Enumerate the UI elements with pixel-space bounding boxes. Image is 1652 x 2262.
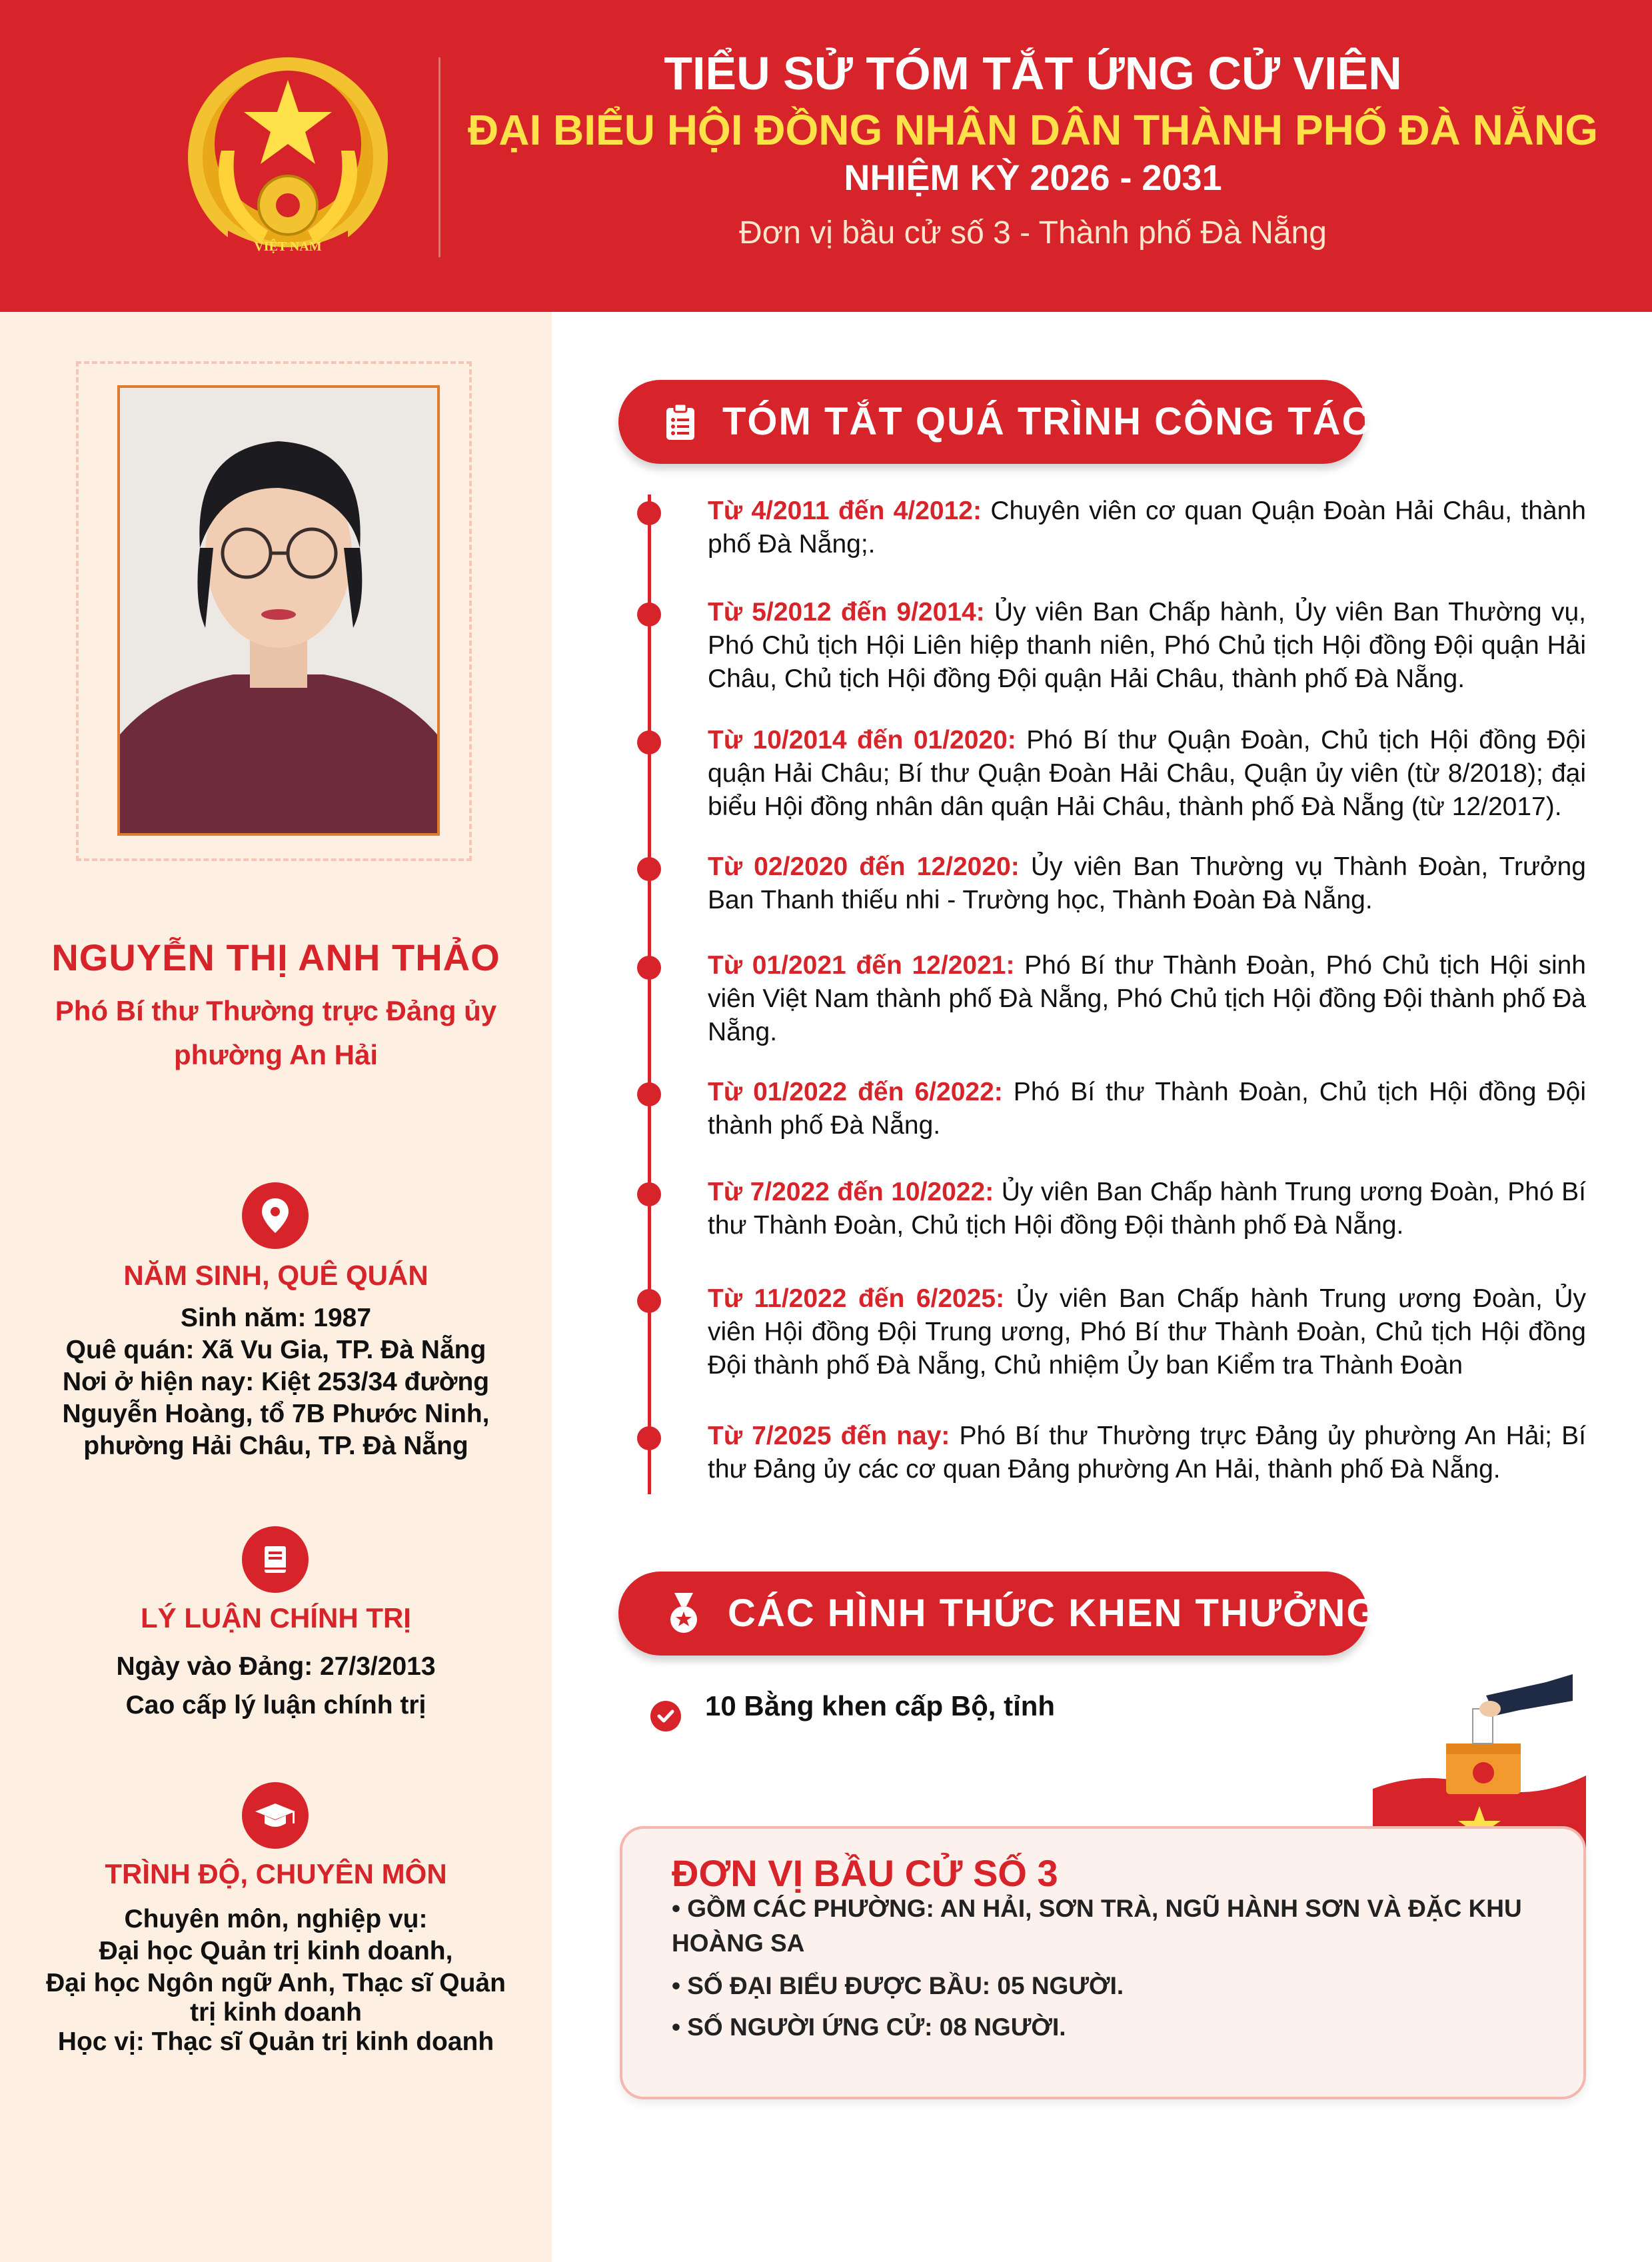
awards-section-title: CÁC HÌNH THỨC KHEN THƯỞNG [728, 1592, 1378, 1635]
timeline-dot [637, 1426, 661, 1450]
timeline-line [648, 495, 651, 1494]
timeline-period: Từ 11/2022 đến 6/2025: [708, 1284, 1005, 1313]
timeline-period: Từ 7/2022 đến 10/2022: [708, 1178, 994, 1206]
timeline-entry [708, 1420, 1586, 1486]
header-subtitle: Đơn vị bầu cử số 3 - Thành phố Đà Nẵng [739, 215, 1327, 251]
title-line-3: NHIỆM KỲ 2026 - 2031 [844, 158, 1222, 198]
timeline-entry [708, 949, 1586, 1049]
timeline-description: Phó Bí thư Thành Đoàn, Chủ tịch Hội đồng Đội thành phố Đà Nẵng. [708, 1078, 1586, 1140]
detail-line: Đại học Quản trị kinh doanh, [99, 1937, 453, 1965]
timeline-description: Phó Bí thư Quận Đoàn, Chủ tịch Hội đồng Đội quận Hải Châu; Bí thư Quận Đoàn Hải Châu, Quận ủy viên (từ 8/2018); đại biểu Hội đồng nhân dân quận Hải Châu, thành phố Đà Nẵng (từ 12/2017). [708, 726, 1586, 821]
timeline-dot [637, 730, 661, 754]
district-info-line: • SỐ ĐẠI BIỂU ĐƯỢC BẦU: 05 NGƯỜI. [672, 1972, 1124, 1999]
timeline-entry [708, 596, 1586, 696]
detail-line: phường Hải Châu, TP. Đà Nẵng [83, 1432, 468, 1460]
detail-line: Quê quán: Xã Vu Gia, TP. Đà Nẵng [65, 1336, 486, 1364]
candidate-position-line: phường An Hải [173, 1039, 379, 1070]
timeline-period: Từ 02/2020 đến 12/2020: [708, 852, 1020, 881]
check-icon [650, 1701, 681, 1731]
book-icon [242, 1526, 309, 1593]
district-info-line: • SỐ NGƯỜI ỨNG CỬ: 08 NGƯỜI. [672, 2013, 1066, 2041]
timeline-description: Chuyên viên cơ quan Quận Đoàn Hải Châu, thành phố Đà Nẵng;. [708, 497, 1586, 559]
detail-line: Cao cấp lý luận chính trị [125, 1691, 426, 1719]
political-theory-details [20, 1648, 532, 1725]
awards-section-header [618, 1572, 1378, 1656]
header-banner [0, 0, 1652, 312]
career-section-title: TÓM TẮT QUÁ TRÌNH CÔNG TÁC [722, 400, 1371, 443]
clipboard-icon [664, 403, 697, 441]
timeline-entry [708, 850, 1586, 917]
detail-line: Nguyễn Hoàng, tổ 7B Phước Ninh, [62, 1400, 490, 1428]
timeline-entry [708, 1282, 1586, 1382]
svg-text:VIỆT NAM: VIỆT NAM [254, 239, 322, 254]
graduation-cap-icon [242, 1782, 309, 1849]
timeline-dot [637, 1082, 661, 1106]
detail-line: Ngày vào Đảng: 27/3/2013 [116, 1652, 436, 1681]
award-item: 10 Bằng khen cấp Bộ, tỉnh [705, 1690, 1056, 1721]
birth-origin-heading: NĂM SINH, QUÊ QUÁN [123, 1260, 428, 1291]
timeline-period: Từ 5/2012 đến 9/2014: [708, 598, 985, 626]
timeline-dot [637, 1289, 661, 1313]
timeline-dot [637, 1182, 661, 1206]
detail-line: Đại học Ngôn ngữ Anh, Thạc sĩ Quản [46, 1969, 506, 1997]
timeline-period: Từ 01/2021 đến 12/2021: [708, 951, 1015, 980]
title-line-2: ĐẠI BIỂU HỘI ĐỒNG NHÂN DÂN THÀNH PHỐ ĐÀ NẴNG [468, 106, 1598, 154]
timeline-description: Phó Bí thư Thành Đoàn, Phó Chủ tịch Hội sinh viên Việt Nam thành phố Đà Nẵng, Phó Chủ tịch Hội đồng Đội thành phố Đà Nẵng. [708, 951, 1586, 1046]
timeline-entry [708, 724, 1586, 824]
political-theory-heading: LÝ LUẬN CHÍNH TRỊ [141, 1602, 411, 1634]
timeline-entry [708, 1076, 1586, 1142]
timeline-entry [708, 1176, 1586, 1242]
candidate-name: NGUYỄN THỊ ANH THẢO [51, 936, 500, 978]
district-info-line: • GỒM CÁC PHƯỜNG: AN HẢI, SƠN TRÀ, NGŨ HÀNH SƠN VÀ ĐẶC KHU HOÀNG SA [672, 1895, 1522, 1957]
timeline-entry [708, 495, 1586, 561]
location-pin-icon [242, 1182, 309, 1249]
header-divider [438, 57, 440, 257]
education-heading: TRÌNH ĐỘ, CHUYÊN MÔN [105, 1858, 447, 1889]
education-details [20, 1903, 532, 2058]
candidate-position-line: Phó Bí thư Thường trực Đảng ủy [55, 995, 497, 1026]
timeline-description: Phó Bí thư Thường trực Đảng ủy phường An Hải; Bí thư Đảng ủy các cơ quan Đảng phường An Hải, thành phố Đà Nẵng. [708, 1422, 1586, 1484]
medal-icon [665, 1592, 702, 1636]
candidate-portrait [117, 385, 440, 836]
timeline-period: Từ 7/2025 đến nay: [708, 1422, 950, 1450]
timeline-description: Ủy viên Ban Chấp hành, Ủy viên Ban Thường vụ, Phó Chủ tịch Hội Liên hiệp thanh niên, Phó Chủ tịch Hội đồng Đội quận Hải Châu, Chủ tịch Hội đồng Đội quận Hải Châu, thành phố Đà Nẵng. [708, 598, 1586, 693]
timeline-period: Từ 4/2011 đến 4/2012: [708, 497, 982, 525]
detail-line: Chuyên môn, nghiệp vụ: [124, 1905, 428, 1933]
timeline-description: Ủy viên Ban Chấp hành Trung ương Đoàn, Phó Bí thư Thành Đoàn, Chủ tịch Hội đồng Đội thành phố Đà Nẵng. [708, 1178, 1586, 1240]
title-line-1: TIỂU SỬ TÓM TẮT ỨNG CỬ VIÊN [664, 47, 1402, 99]
timeline-dot [637, 956, 661, 980]
district-title: ĐƠN VỊ BẦU CỬ SỐ 3 [672, 1852, 1058, 1894]
birth-origin-details [20, 1302, 532, 1462]
detail-line: Nơi ở hiện nay: Kiệt 253/34 đường [62, 1368, 490, 1396]
timeline-dot [637, 602, 661, 626]
detail-line: trị kinh doanh [190, 1998, 362, 2027]
timeline-period: Từ 10/2014 đến 01/2020: [708, 726, 1016, 754]
timeline-description: Ủy viên Ban Thường vụ Thành Đoàn, Trưởng Ban Thanh thiếu nhi - Trường học, Thành Đoàn Đà Nẵng. [708, 852, 1587, 914]
detail-line: Học vị: Thạc sĩ Quản trị kinh doanh [57, 2027, 494, 2056]
candidate-position [20, 989, 532, 1077]
timeline-dot [637, 501, 661, 525]
career-section-header [618, 380, 1371, 464]
timeline-period: Từ 01/2022 đến 6/2022: [708, 1078, 1003, 1106]
timeline-description: Ủy viên Ban Chấp hành Trung ương Đoàn, Ủy viên Hội đồng Đội Trung ương, Phó Bí thư Thành Đoàn, Chủ tịch Hội đồng Đội thành phố Đà Nẵng, Chủ nhiệm Ủy ban Kiểm tra Thành Đoàn [708, 1284, 1586, 1380]
timeline-dot [637, 857, 661, 881]
national-emblem-icon [181, 51, 395, 271]
detail-line: Sinh năm: 1987 [180, 1304, 372, 1332]
